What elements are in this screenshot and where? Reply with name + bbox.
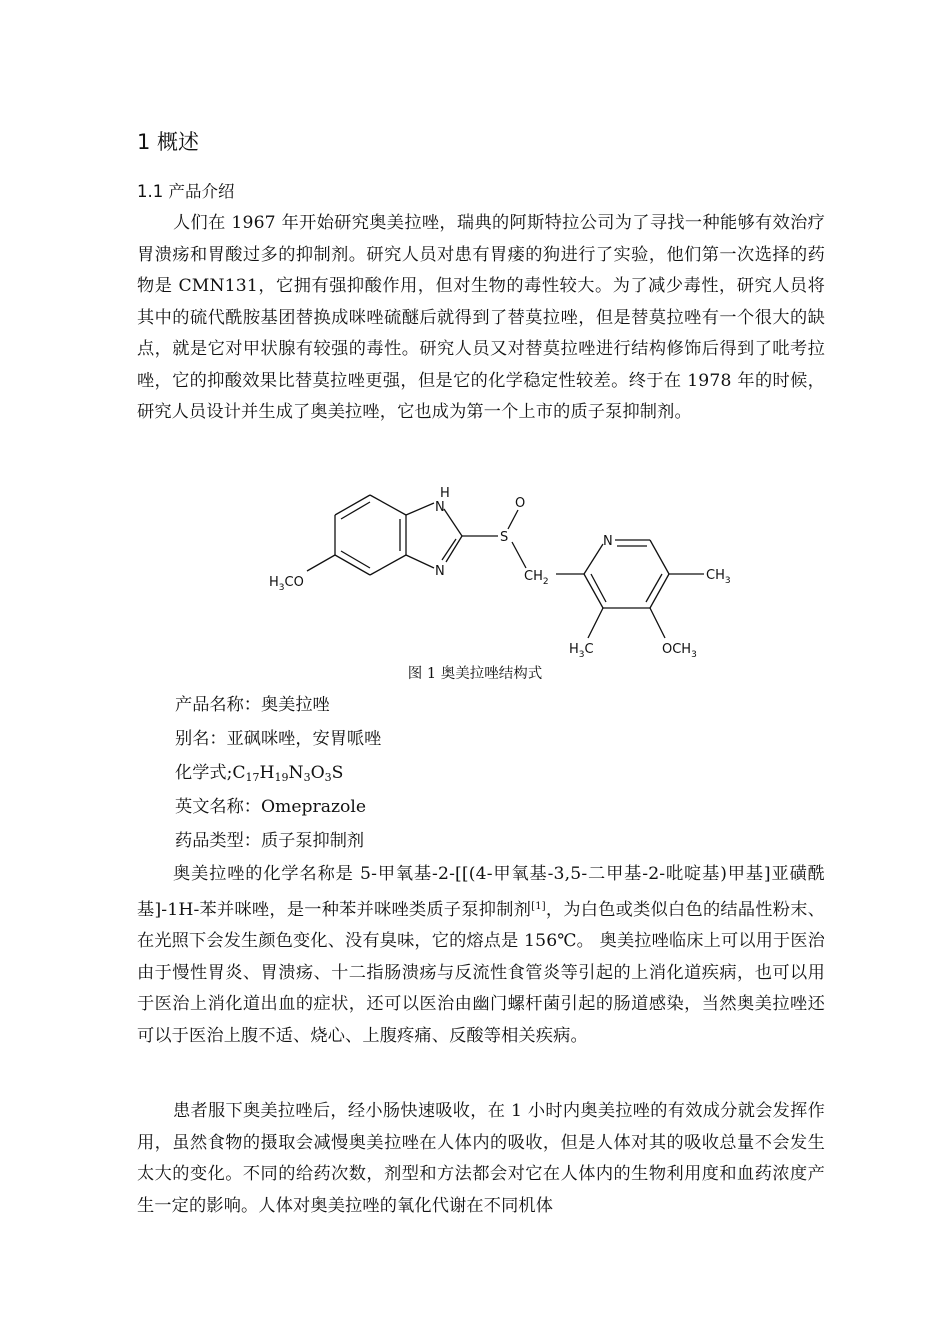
och3-bottom-label: $OCH_3$ bbox=[662, 642, 697, 660]
ch2-label: $CH_2$ bbox=[524, 569, 549, 587]
h3c-bottom-label: $H_3C$ bbox=[569, 642, 594, 660]
formula-label: 化学式; bbox=[175, 763, 233, 783]
methoxy-label: $H_3CO$ bbox=[269, 575, 304, 593]
drug-type: 药品类型：质子泵抑制剂 bbox=[175, 831, 365, 851]
product-alias: 别名：亚砜咪唑，安胃哌唑 bbox=[175, 729, 382, 749]
ch3-right-label: $CH_3$ bbox=[706, 568, 731, 586]
formula-value: $C_{17}H_{19}N_3O_3S$ bbox=[232, 763, 344, 784]
figure-caption: 图 1 奥美拉唑结构式 bbox=[407, 666, 543, 682]
pyridine-n-label: N bbox=[603, 534, 613, 549]
english-name: 英文名称：Omeprazole bbox=[175, 797, 367, 817]
sulfur-label: S bbox=[500, 530, 509, 545]
imidazole-n-upper-label: N bbox=[435, 500, 445, 515]
chemical-formula bbox=[175, 761, 343, 790]
citation-ref: [1] bbox=[531, 900, 546, 912]
product-name: 产品名称：奥美拉唑 bbox=[175, 695, 330, 715]
imidazole-n-lower-label: N bbox=[435, 564, 445, 579]
subsection-heading: 1.1 产品介绍 bbox=[137, 182, 235, 201]
section-heading: 1 概述 bbox=[137, 130, 200, 154]
chemical-name-paragraph: 奥美拉唑的化学名称是 5-甲氧基-2-[[(4-甲氧基-3,5-二甲基-2-吡啶基)甲基]亚磺酰基]-1H-苯并咪唑，是一种苯并咪唑类质子泵抑制剂[1]，为白色或类似白色的结晶性粉末、在光照下会发生颜色变化、没有臭味，它的熔点是 156℃。 奥美拉唑临床上可以用于医治由于慢性胃炎、胃溃疡、十二指肠溃疡与反流性食管炎等引起的上消化道疾病，也可以用于医治上消化道出血的症状，还可以医治由幽门螺杆菌引起的肠道感染，当然奥美拉唑还可以于医治上腹不适、烧心、上腹疼痛、反酸等相关疾病。 bbox=[137, 864, 826, 1046]
sulfoxide-o-label: O bbox=[515, 496, 526, 511]
absorption-paragraph: 患者服下奥美拉唑后，经小肠快速吸收，在 1 小时内奥美拉唑的有效成分就会发挥作用，虽然食物的摄取会减慢奥美拉唑在人体内的吸收，但是人体对其的吸收总量不会发生太大的变化。不同的给药次数，剂型和方法都会对它在人体内的生物利用度和血药浓度产生一定的影响。人体对奥美拉唑的氧化代谢在不同机体 bbox=[137, 1101, 825, 1216]
omeprazole-structure-diagram bbox=[260, 482, 740, 660]
nh-hydrogen-label: H bbox=[440, 486, 450, 501]
intro-paragraph: 人们在 1967 年开始研究奥美拉唑，瑞典的阿斯特拉公司为了寻找一种能够有效治疗胃溃疡和胃酸过多的抑制剂。研究人员对患有胃瘘的狗进行了实验，他们第一次选择的药物是 CMN131，它拥有强抑酸作用，但对生物的毒性较大。为了减少毒性，研究人员将其中的硫代酰胺基团替换成咪唑硫醚后就得到了替莫拉唑，但是替莫拉唑有一个很大的缺点，就是它对甲状腺有较强的毒性。研究人员又对替莫拉唑进行结构修饰后得到了吡考拉唑，它的抑酸效果比替莫拉唑更强，但是它的化学稳定性较差。终于在 1978 年的时候，研究人员设计并生成了奥美拉唑，它也成为第一个上市的质子泵抑制剂。 bbox=[137, 213, 825, 422]
